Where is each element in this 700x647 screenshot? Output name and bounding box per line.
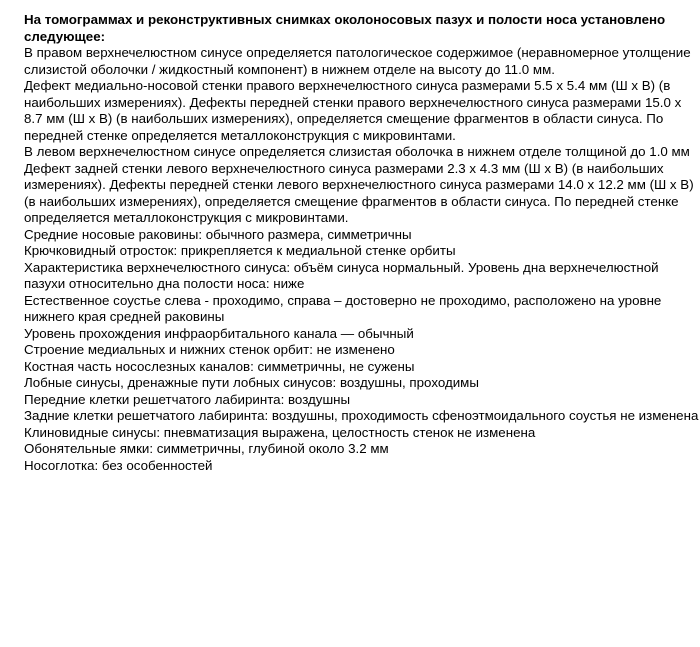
report-paragraph-left-maxillary-sinus: В левом верхнечелюстном синусе определяется слизистая оболочка в нижнем отделе толщиной до 1.0 мм <box>24 144 690 159</box>
report-paragraph-right-sinus-defects: Дефект медиально-носовой стенки правого верхнечелюстного синуса размерами 5.5 х 5.4 мм (Ш х В) (в наибольших измерениях). Дефекты передней стенки правого верхнечелюстного синуса размерами 15.0 х 8.7 мм (Ш х В) (в наибольших измерениях), определяется смещение фрагментов в области синуса. По передней стенке определяется металлоконструкция с микровинтами. <box>24 78 682 143</box>
report-paragraph-natural-ostium: Естественное соустье слева - проходимо, справа – достоверно не проходимо, расположено на уровне нижнего края средней раковины <box>24 292 662 324</box>
report-paragraph-frontal-sinuses: Лобные синусы, дренажные пути лобных синусов: воздушны, проходимы <box>24 375 479 390</box>
report-paragraph-middle-turbinates: Средние носовые раковины: обычного размера, симметричны <box>24 226 412 242</box>
report-paragraph-posterior-ethmoid-cells: Задние клетки решетчатого лабиринта: воздушны, проходимость сфеноэтмоидального соустья не изменена <box>24 408 699 423</box>
report-heading: На томограммах и реконструктивных снимках околоносовых пазух и полости носа установлено следующее: <box>24 12 666 44</box>
report-paragraph-olfactory-fossae: Обонятельные ямки: симметричны, глубиной около 3.2 мм <box>24 441 389 456</box>
report-paragraph-uncinate-process: Крючковидный отросток: прикрепляется к медиальной стенке орбиты <box>24 243 456 258</box>
report-paragraph-left-sinus-defects: Дефект задней стенки левого верхнечелюстного синуса размерами 2.3 х 4.3 мм (Ш х В) (в наибольших измерениях). Дефекты передней стенки левого верхнечелюстного синуса размерами 14.0 х 12.2 мм (Ш х В) (в наибольших измерениях), определяется смещение фрагментов в области синуса. По передней стенке определяется металлоконструкция с микровинтами. <box>24 160 694 225</box>
report-paragraph-anterior-ethmoid-cells: Передние клетки решетчатого лабиринта: воздушны <box>24 391 351 407</box>
report-paragraph-maxillary-sinus-characteristics: Характеристика верхнечелюстного синуса: объём синуса нормальный. Уровень дна верхнечелюстной пазухи относительно дна полости носа: ниже <box>24 259 659 291</box>
report-paragraph-orbit-walls: Строение медиальных и нижних стенок орбит: не изменено <box>24 342 395 357</box>
report-text-block <box>24 12 700 474</box>
report-paragraph-infraorbital-canal: Уровень прохождения инфраорбитального канала — обычный <box>24 325 414 341</box>
report-paragraph-nasolacrimal-ducts: Костная часть носослезных каналов: симметричны, не сужены <box>24 358 415 374</box>
report-paragraph-sphenoid-sinuses: Клиновидные синусы: пневматизация выражена, целостность стенок не изменена <box>24 424 536 440</box>
report-paragraph-right-maxillary-sinus: В правом верхнечелюстном синусе определяется патологическое содержимое (неравномерное утолщение слизистой оболочки / жидкостный компонент) в нижнем отделе на высоту до 11.0 мм. <box>24 45 691 77</box>
report-paragraph-nasopharynx: Носоглотка: без особенностей <box>24 457 213 473</box>
